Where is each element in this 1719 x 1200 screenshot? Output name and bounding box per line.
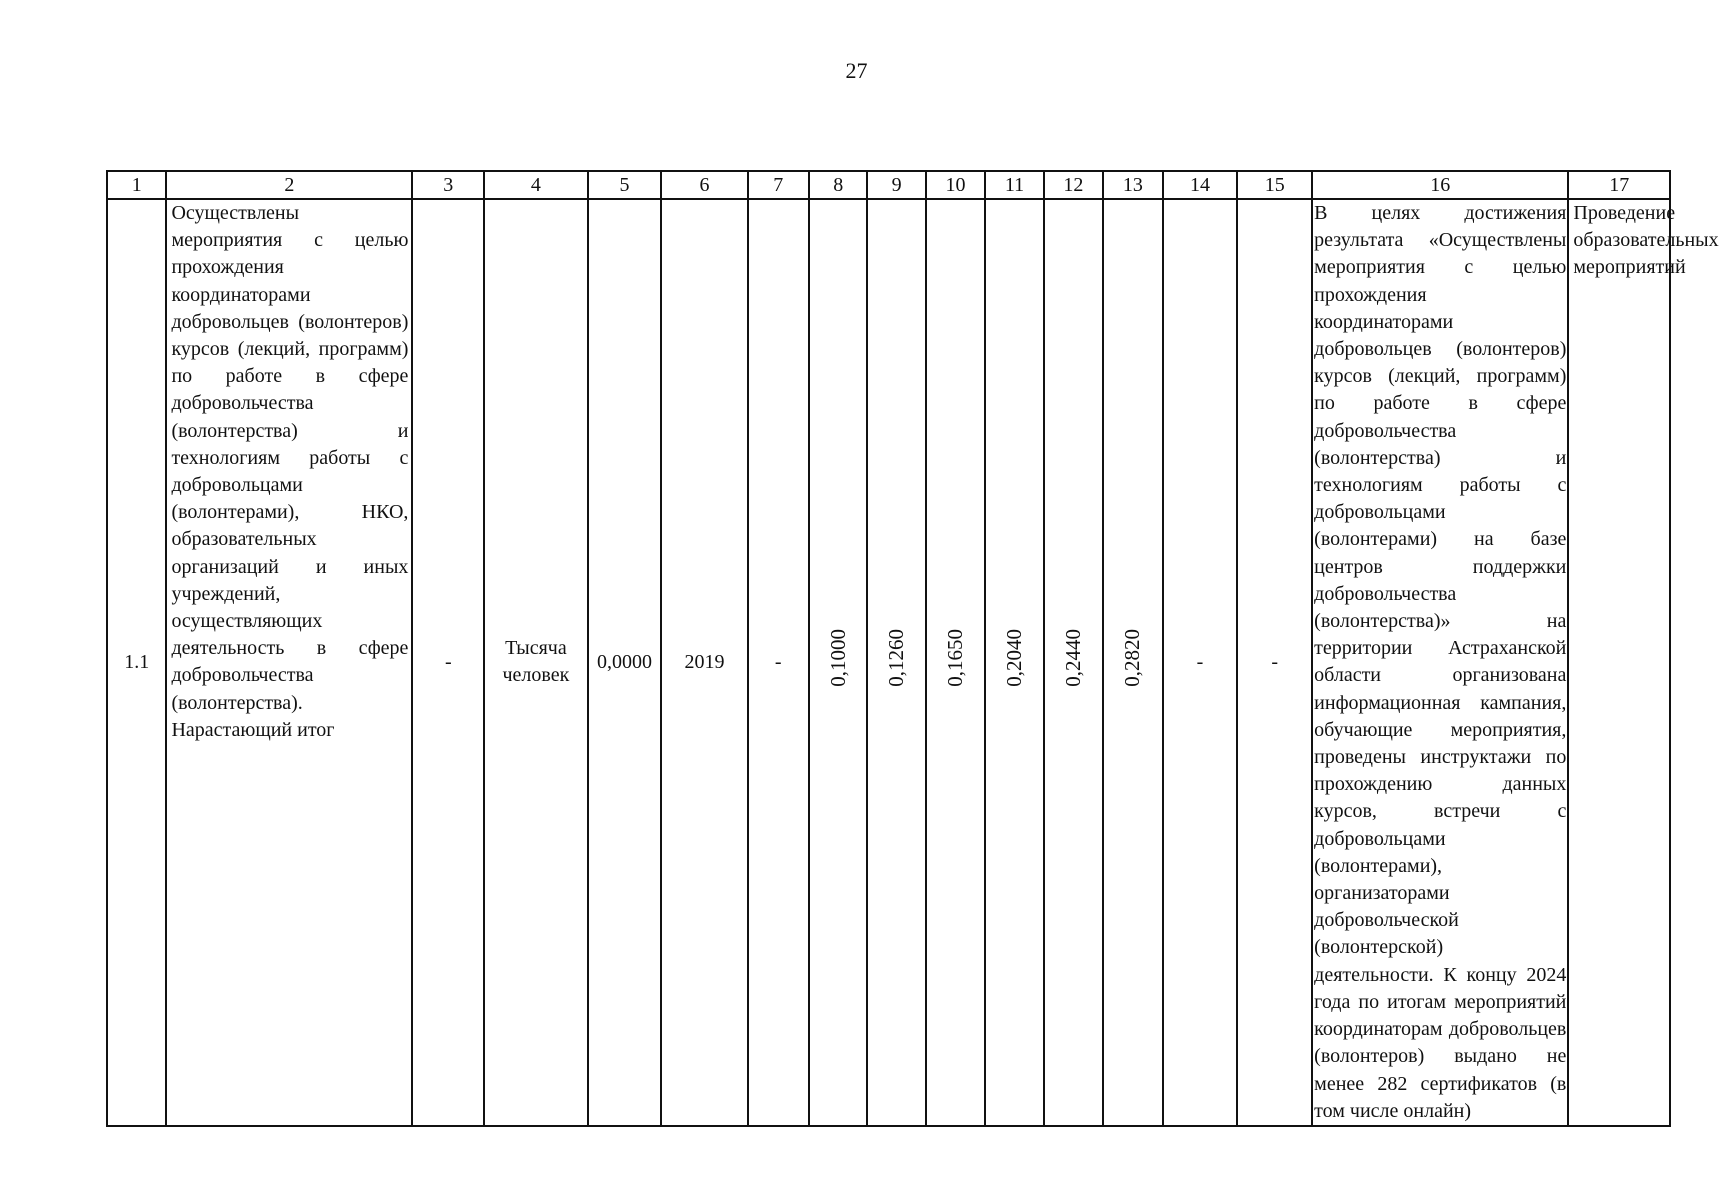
unit-line-2: человек (502, 664, 570, 687)
column-number-7: 7 (748, 171, 809, 199)
activity-type-cell: Проведение образовательных мероприятий (1568, 199, 1670, 1126)
col15-cell: - (1237, 199, 1312, 1126)
column-number-12: 12 (1044, 171, 1103, 199)
col13-cell (1103, 199, 1162, 1126)
column-number-2: 2 (166, 171, 412, 199)
base-year-cell: 2019 (661, 199, 747, 1126)
unit-cell (484, 199, 588, 1126)
column-number-13: 13 (1103, 171, 1162, 199)
column-number-5: 5 (588, 171, 662, 199)
unit-line-1: Тысяча (505, 637, 567, 660)
column-number-8: 8 (809, 171, 867, 199)
page-number: 27 (845, 58, 868, 83)
result-name-cell: Осуществлены мероприятия с целью прохождения координаторами добровольцев (волонтеров) курсов (лекций, программ) по работе в сфере добровольчества (волонтерства) и технологиям работы с добровольцами (волонтерами), НКО, образовательных организаций и иных учреждений, осуществляющих деятельность в сфере добровольчества (волонтерства). Нарастающий итог (166, 199, 412, 1126)
column-number-1: 1 (107, 171, 166, 199)
col12-cell (1044, 199, 1103, 1126)
column-number-4: 4 (484, 171, 588, 199)
column-number-row (107, 171, 1670, 199)
column-number-6: 6 (661, 171, 747, 199)
value-2021: 0,1650 (942, 629, 967, 688)
results-table (106, 170, 1719, 1127)
col10-cell (926, 199, 985, 1126)
description-cell: В целях достижения результата «Осуществлены мероприятия с целью прохождения координаторами добровольцев (волонтеров) курсов (лекций, программ) по работе в сфере добровольчества (волонтерства) и технологиям работы с добровольцами (волонтерами) на базе центров поддержки добровольчества (волонтерства)» на территории Астраханской области организована информационная кампания, обучающие мероприятия, проведены инструктажи по прохождению данных курсов, встречи с добровольцами (волонтерами), организаторами добровольческой (волонтерской) деятельности. К концу 2024 года по итогам мероприятий координаторам добровольцев (волонтеров) выдано не менее 282 сертификатов (в том числе онлайн) (1312, 199, 1568, 1126)
col14-cell: - (1163, 199, 1238, 1126)
column-number-16: 16 (1312, 171, 1568, 199)
column-number-9: 9 (867, 171, 925, 199)
column-number-11: 11 (985, 171, 1043, 199)
value-2019: 0,1000 (825, 629, 850, 688)
column-number-17: 17 (1568, 171, 1670, 199)
value-2020: 0,1260 (884, 629, 908, 688)
col7-cell: - (748, 199, 809, 1126)
value-2022: 0,2040 (1001, 629, 1026, 688)
column-number-10: 10 (926, 171, 985, 199)
column-number-3: 3 (412, 171, 484, 199)
col8-cell (809, 199, 867, 1126)
value-2024: 0,2820 (1120, 629, 1145, 688)
table-row (107, 199, 1670, 1126)
col3-cell: - (412, 199, 484, 1126)
base-value-cell: 0,0000 (588, 199, 662, 1126)
column-number-15: 15 (1237, 171, 1312, 199)
col11-cell (985, 199, 1043, 1126)
column-number-14: 14 (1163, 171, 1238, 199)
row-number-cell: 1.1 (107, 199, 166, 1126)
value-2023: 0,2440 (1060, 629, 1085, 688)
col9-cell (867, 199, 925, 1126)
